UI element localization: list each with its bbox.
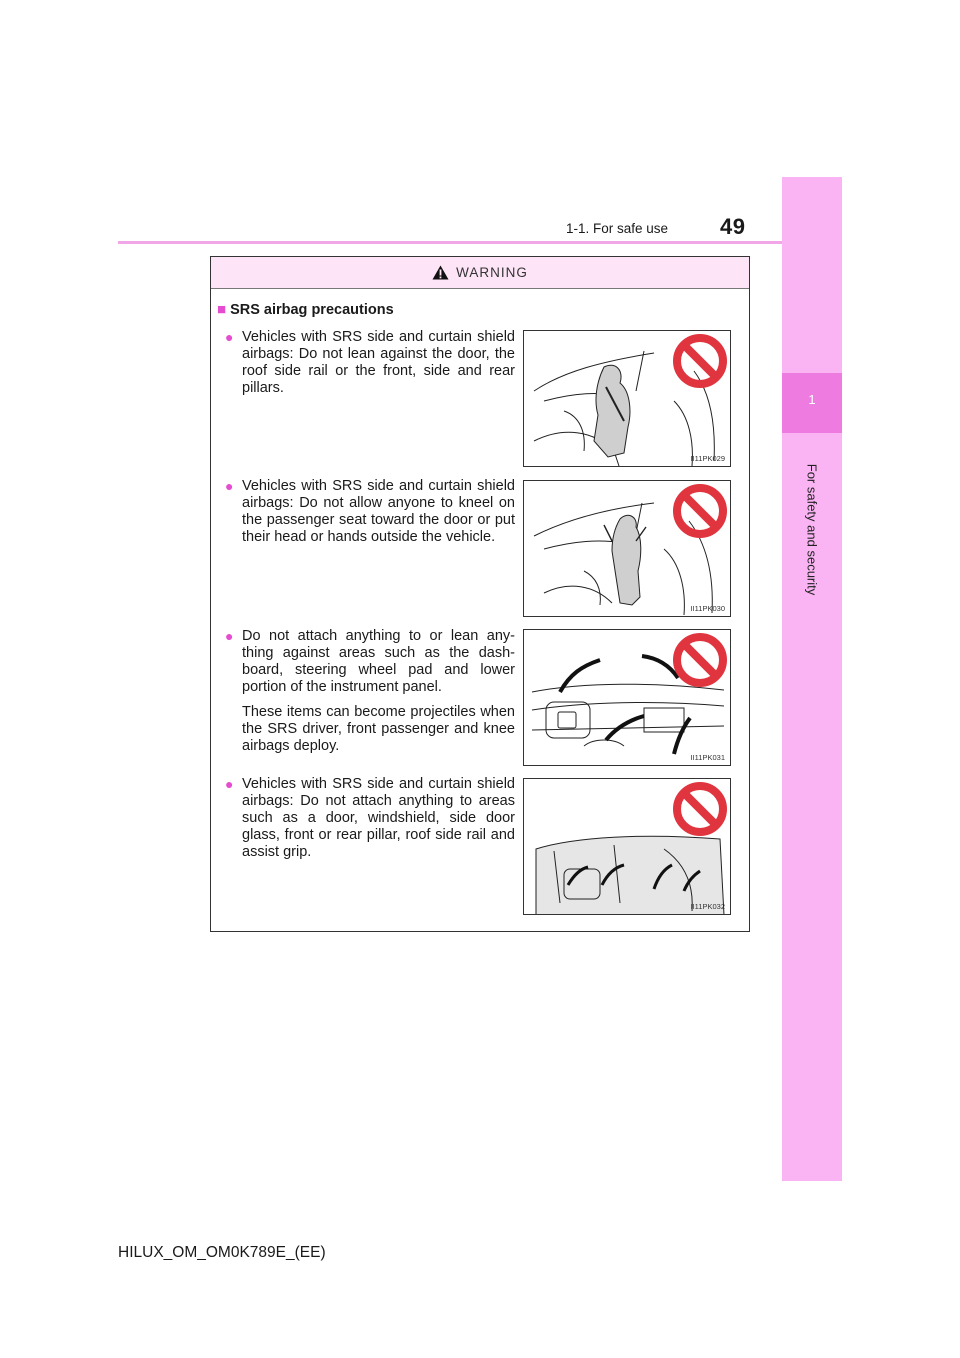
illustration-dashboard <box>523 629 731 766</box>
prohibition-icon <box>524 331 731 467</box>
circle-bullet-icon: ● <box>225 628 234 644</box>
precaution-text: Do not attach anything to or lean any-thing against areas such as the dash-board, steering wheel pad and lower portion of the instrument panel. <box>242 628 515 695</box>
precaution-note: These items can become projectiles when the SRS driver, front passenger and knee airbags deploy. <box>242 704 515 754</box>
warning-header <box>211 257 749 289</box>
circle-bullet-icon: ● <box>225 329 234 345</box>
prohibition-icon <box>524 481 731 617</box>
prohibition-icon <box>524 630 731 766</box>
chapter-number: 1 <box>808 392 816 407</box>
chapter-title: For safety and security <box>804 463 820 596</box>
image-code: II11PK029 <box>690 454 725 463</box>
page-number: 49 <box>720 214 746 239</box>
chapter-side-tab <box>782 177 842 1181</box>
warning-box <box>210 256 750 932</box>
precaution-item <box>225 329 515 397</box>
precaution-text: Vehicles with SRS side and curtain shield airbags: Do not allow anyone to kneel on the passenger seat toward the door or put their head or hands outside the vehicle. <box>242 478 515 545</box>
warning-triangle-icon <box>432 260 449 291</box>
circle-bullet-icon: ● <box>225 776 234 792</box>
image-code: II11PK030 <box>690 604 725 613</box>
precaution-item <box>225 478 515 546</box>
illustration-cabin-side <box>523 778 731 915</box>
image-code: II11PK032 <box>690 902 725 911</box>
header-rule <box>118 241 782 244</box>
illustration-kneel-on-seat <box>523 480 731 617</box>
airbag-precautions-heading <box>217 301 394 318</box>
square-bullet-icon: ■ <box>217 301 227 318</box>
image-code: II11PK031 <box>690 753 725 762</box>
precaution-item <box>225 628 515 755</box>
circle-bullet-icon: ● <box>225 478 234 494</box>
precaution-item <box>225 776 515 861</box>
section-title: 1-1. For safe use <box>566 221 669 236</box>
precaution-text: Vehicles with SRS side and curtain shield airbags: Do not attach anything to areas such as a door, windshield, side door glass, front or rear pillar, roof side rail and assist grip. <box>242 776 515 860</box>
document-code: HILUX_OM_OM0K789E_(EE) <box>118 1244 326 1261</box>
warning-label: WARNING <box>456 265 528 280</box>
illustration-lean-on-door <box>523 330 731 467</box>
prohibition-icon <box>524 779 731 915</box>
heading-text: SRS airbag precautions <box>230 302 394 318</box>
precaution-text: Vehicles with SRS side and curtain shield airbags: Do not lean against the door, the roof side rail or the front, side and rear pillars. <box>242 329 515 396</box>
